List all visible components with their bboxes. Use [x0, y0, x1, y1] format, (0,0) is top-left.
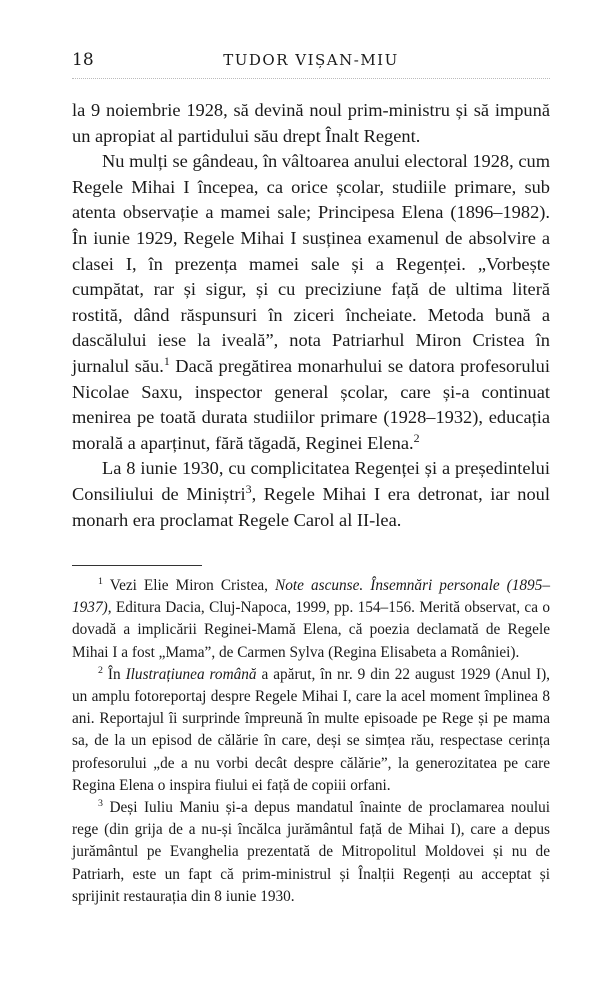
book-title: Note ascunse. Însemnări personale (1895–1937): [72, 577, 550, 617]
magazine-title: Ilustrațiunea română: [125, 665, 257, 683]
footnote-ref-3[interactable]: 3: [245, 481, 252, 496]
paragraph-1: la 9 noiembrie 1928, să devină noul prim-ministru și să impună un apropiat al partidului său drept Înalt Regent.: [72, 100, 550, 146]
paragraph-3: La 8 iunie 1930, cu complicitatea Regenței și a președintelui Consiliului de Miniștri$^3$, Regele Mihai I era detronat, iar noul monarh era proclamat Regele Carol al II-lea.: [72, 458, 550, 530]
footnote-3: $^3$ Deși Iuliu Maniu și-a depus mandatul înainte de proclamarea noului rege (din grija de a nu-și încălca jurământul față de Mihai I), care a depus jurământul pe Evanghelia prezentată de Mitropolitul Moldovei și nu de Patriarh, este un fapt că prim-ministrul și Înalții Regenți au acceptat și sprijinit restaurația din 8 iunie 1930.: [72, 797, 550, 905]
running-title: TUDOR VIȘAN-MIU: [223, 51, 399, 69]
paragraph-2: Nu mulți se gândeau, în vâltoarea anului electoral 1928, cum Regele Mihai I începea, ca orice școlar, studiile primare, sub atenta observație a mamei sale; Principesa Elena (1896–1982). În iunie 1929, Regele Mihai I susținea examenul de absolvire a clasei I, în prezența mamei sale și a Regenței. „Vorbește cumpătat, rar și sigur, și cu preciziune față de ultima literă rostită, dând răspunsuri în ziceri încheiate. Metoda bună a dascălului iese la iveală”, nota Patriarhul Miron Cristea în jurnalul său.$^1$ Dacă pregătirea monarhului se datora profesorului Nicolae Saxu, inspector general școlar, care și-a continuat menirea pe toată durata studiilor primare (1928–1932), educația morală a aparținut, fără tăgadă, Reginei Elena.$^2$: [72, 151, 550, 453]
footnotes: [72, 575, 550, 908]
main-text: [72, 98, 550, 533]
footnote-1: $^1$ Vezi Elie Miron Cristea, Note ascunse. Însemnări personale (1895–1937), Editura Dacia, Cluj-Napoca, 1999, pp. 154–156. Merită observat, ca o dovadă a implicării Reginei-Mamă Elena, că poezia declamată de Regele Mihai I a fost „Mama”, de Carmen Sylva (Regina Elisabeta a României).: [72, 575, 550, 661]
page-number: 18: [72, 50, 94, 70]
footnote-divider: [72, 565, 202, 566]
footnote-ref-1[interactable]: 1: [163, 353, 170, 368]
footnote-2: $^2$ În Ilustrațiunea română a apărut, în nr. 9 din 22 august 1929 (Anul I), un amplu fotoreportaj despre Regele Mihai I, care la acel moment împlinea 8 ani. Reportajul îi surprinde împreună în multe episoade pe Rege și pe mama sa, de la un episod de călărie în care, deși se simțea rău, respectase cerința profesorului „de a nu vorbi decât despre călărie”, la generozitatea pe care Regina Elena o inspira fiului ei față de copiii orfani.: [72, 664, 550, 794]
page-header: [72, 50, 550, 78]
header-divider: [72, 78, 550, 79]
footnote-ref-2[interactable]: 2: [413, 430, 420, 445]
